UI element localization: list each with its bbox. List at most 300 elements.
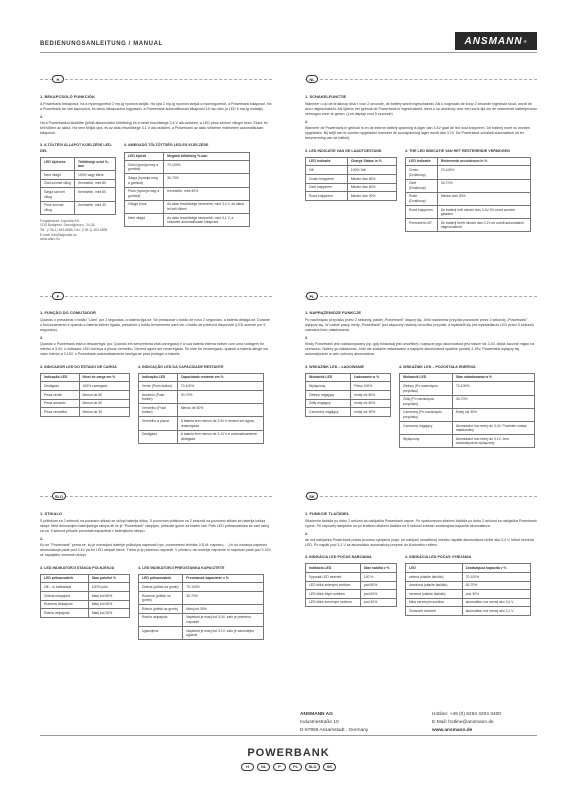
table-header-row bbox=[406, 564, 531, 573]
charge-status-title: 3. INDIKÁCIA LED POČAS NABÍJANIA bbox=[305, 555, 372, 560]
table-cell: 30-70% bbox=[164, 174, 250, 187]
table-cell: Desligado bbox=[41, 382, 80, 391]
table-cell: Vermelho a piscar bbox=[139, 417, 178, 430]
table-header-row bbox=[139, 373, 264, 382]
table-cell: 100% carregado bbox=[79, 382, 129, 391]
divider-p bbox=[40, 296, 272, 297]
table-cell: 30-70% bbox=[177, 391, 263, 404]
table-header: Charge Status in % bbox=[347, 157, 396, 166]
step-number: 2. bbox=[40, 336, 44, 341]
logo-text: ANSMANN bbox=[464, 35, 523, 47]
charge-status-title: 3. A TÖLTÉSI ÁLLAPOT KIJELZÉSE LED-DEL bbox=[40, 143, 112, 153]
step-number: 2. bbox=[305, 336, 309, 341]
remaining-capacity-title: 4. AMEGADÓ TÖLTÖTTSÉG LED-ES KIJELZÉSE bbox=[124, 143, 209, 148]
table-cell: mniej niż 30% bbox=[351, 408, 391, 417]
table-cell: Groen knipperen bbox=[306, 175, 348, 184]
table-header: LED bbox=[406, 564, 463, 573]
remaining-capacity-table bbox=[405, 157, 531, 233]
table-header: Zostávajúca kapacita v % bbox=[462, 564, 530, 573]
table-cell: 30-70% bbox=[437, 179, 530, 192]
charge-status-title: 3. WSKAŹNIK LED – ŁADOWANIE bbox=[305, 364, 365, 369]
divider-sk bbox=[305, 496, 537, 497]
divider-hu bbox=[40, 79, 272, 80]
tables-row bbox=[40, 562, 272, 641]
table-cell: 70-100% bbox=[164, 161, 250, 174]
table-cell: bliká červeným svetlom bbox=[406, 598, 463, 607]
table-cell: Menos de 60 bbox=[79, 399, 129, 408]
charge-status-table bbox=[305, 373, 391, 417]
address-line: E-mail: info@kapuvita.hu bbox=[40, 232, 77, 237]
table-row bbox=[139, 382, 264, 391]
table-cell: LED bliká žltým svetlom bbox=[306, 590, 361, 599]
table-header: Töltöttségi szint %-ban bbox=[74, 158, 115, 171]
table-header: Megadó töltöttség %-ban bbox=[164, 152, 250, 161]
table-cell: Minder dan 30% bbox=[437, 192, 530, 205]
language-badge: SLO bbox=[305, 763, 320, 771]
heading: 1. STIKALO bbox=[40, 511, 63, 516]
table-cell: Minder dan 30% bbox=[347, 192, 396, 201]
company-street: Industriestraße 10 bbox=[300, 719, 339, 725]
paragraph-2: Kiedy Powerbank jest rozładowywany (np. gdy bilokowaj jest umorfilne) i napięcie jego akumulatora jest niższe niż 3,4V, dioda zacznie migać na czerwono. Należy go naładować. Jeśli nie zostanie naładowany a napięcie akumulatora spadnie poniżej 3,15V, Powerbank wyłączy się automatycznie w celu ochrony akumulatora. bbox=[305, 341, 535, 357]
table-cell: Żółty (Po naciśnięciu przycisku) bbox=[400, 395, 453, 408]
table-row bbox=[139, 583, 264, 592]
table-row bbox=[41, 391, 130, 400]
remaining-capacity-block bbox=[405, 551, 537, 616]
table-row bbox=[41, 171, 116, 180]
language-badge: SK bbox=[323, 763, 336, 771]
table-cell: Menos de 30 bbox=[79, 408, 129, 417]
paragraph-1: S pritiskom za 2 sekundi na pozicano stikalo se vklopi baterija sklop. S ponovnim pritiskom za 2 sekundi na pozicano stikalo se baterija izklopi sklopi. Med delovanjem baterijskega sklopa ali če je "Powerbank" vklopljen, pritisnite gumb za kratek čas. Prek LED prikazovalnika se vam takoj za ca. 5 sekund prikaže preostala kapaciteta v baterijskem sklopu. bbox=[40, 518, 269, 534]
divider-slo bbox=[40, 496, 272, 497]
table-row bbox=[41, 179, 116, 188]
language-badge: P bbox=[273, 763, 286, 771]
heading: 1. FUNÇÃO DO COMUTADOR bbox=[40, 310, 96, 315]
table-cell: oranžová (stlačte tlačidlo) bbox=[406, 581, 463, 590]
table-header-row bbox=[306, 157, 397, 166]
charge-status-table bbox=[305, 157, 397, 201]
table-cell: Czerwony migający bbox=[306, 408, 351, 417]
table-cell: Pisca vermelho bbox=[41, 408, 80, 417]
paragraph-1: Wanneer u op de drukknop druk t voor 2 seconde, de battery wordt ingeschakeld. Als u nogmaals de knop 2 seconde ingedrukt houd, wordt de accu uitgeschakeld. Als tijdens het gebruik de Powerbank is ingeschakeld, dient u op drukknop voor een korte tijd om de resterende batterijniveau vermogen weer te geven. (Led display voor 5 seconde) bbox=[305, 101, 537, 117]
language-badges bbox=[0, 763, 577, 771]
table-row bbox=[400, 382, 535, 395]
table-row bbox=[306, 166, 397, 175]
remaining-capacity-title: 4. INDIKÁCIA LED POČAS VYBÍJANIA bbox=[405, 555, 472, 560]
paragraph-2: Ak má nabíjačka Powerbank počas procesu vybíjania (napr. pri nabíjaní smartfónu) mieško napätie akumulátora nižšie ako 3,4 V, blikať červená LED. Po napätí pod 3,1 V sa akumulátor automaticky preprne do kľudového režimu. bbox=[305, 537, 534, 547]
language-badge-pl: PL bbox=[306, 292, 318, 300]
section-hu bbox=[40, 94, 272, 242]
table-cell: Manj kot 30% bbox=[88, 609, 129, 618]
table-cell: Nem világít bbox=[125, 214, 164, 227]
table-row bbox=[400, 395, 535, 408]
table-row bbox=[306, 382, 391, 391]
section-sk bbox=[305, 511, 537, 616]
table-cell: Zelena (pritisk na gumb) bbox=[139, 583, 183, 592]
table-cell: LED bliká červeným svetlom bbox=[306, 598, 361, 607]
tables-row bbox=[305, 551, 537, 616]
table-cell: Pisca amarelo bbox=[41, 399, 80, 408]
table-cell: Geel (Drukknop) bbox=[406, 179, 438, 192]
heading: 1. BEKAPCSOLÓ FUNKCIÓK bbox=[40, 94, 95, 99]
remaining-capacity-block bbox=[405, 145, 537, 233]
hotline: Hotline: +49 (0) 6294 4204 3400 bbox=[432, 712, 501, 717]
tables-row bbox=[40, 361, 272, 444]
table-cell: akumulátor má menej ako 3,4 V bbox=[462, 598, 530, 607]
table-cell: mniej niż 60% bbox=[351, 399, 391, 408]
table-cell: Akumulator ma mniej niż 3,4V. Powinien zostać naładowany bbox=[452, 422, 534, 435]
product-name: POWERBANK bbox=[247, 747, 330, 759]
table-cell: 70-100% bbox=[177, 382, 263, 391]
table-row bbox=[125, 200, 250, 213]
table-cell: 70-100% bbox=[452, 382, 534, 395]
table-cell: Żółty migający bbox=[306, 399, 351, 408]
table-row bbox=[41, 201, 116, 214]
table-header-row bbox=[41, 373, 130, 382]
table-header: Stan naładowania w % bbox=[452, 373, 534, 382]
table-cell: Amarelo (Push button) bbox=[139, 391, 178, 404]
table-header-row bbox=[306, 373, 391, 382]
table-cell: Kevesebb, mint 30 bbox=[74, 201, 115, 214]
table-row bbox=[139, 404, 264, 417]
language-badge-hu: H bbox=[52, 75, 64, 83]
table-row bbox=[400, 422, 535, 435]
table-header: Wskaźnik LED bbox=[306, 373, 351, 382]
ansmann-logo: ANSMANN ® bbox=[455, 32, 537, 50]
paragraph-1: A Powerbank bekapcsol, ha a nyomógombot 2 mp-ig nyomva tartják. Ha újra 2 mp-ig nyomva tartjuk a nyomógombot, a Powerbank kikapcsol. Ha a Powerbank be van kapcsolva, és nincs rákapcsolva fogyasztó, a Powerbank automatikusan kikapcsol 15 mp után (a LED 5 mp-ig mutatja). bbox=[40, 101, 272, 111]
table-cell: Groen (Drukknop) bbox=[406, 166, 438, 179]
paragraph-2: Wanneer de Powerbank in gebruik is en de interne batterij spanning is lager dan 3.4V gaat de led rood knipperen. De batterij moet nu worden opgeladen. Bij twijfl van te worden opgeladen wanneer de accuspanning lager wordt dan 3.1V. De Powerbank schakelt automatisch uit ter bescherming van de batterij. bbox=[305, 125, 530, 141]
table-header: Stav nabitia v % bbox=[360, 564, 396, 573]
address-line: Forgalmazza: Kapuvita Kft. bbox=[40, 218, 80, 223]
table-header-row bbox=[41, 574, 130, 583]
table-header: LED prikazovalnik bbox=[139, 574, 183, 583]
table-row bbox=[139, 627, 264, 640]
table-row bbox=[406, 166, 531, 179]
table-header: LED prikazovalnik bbox=[41, 574, 89, 583]
table-cell: Menos de 80 bbox=[79, 391, 129, 400]
header-divider bbox=[40, 52, 537, 53]
language-badge: NL bbox=[257, 763, 270, 771]
table-cell: De batterij heeft minder dan 3.1V en wordt automatisch uitgeschakeld bbox=[437, 219, 530, 232]
paragraph-1: Stlačením tlačidla po dobu 2 sekúnd sa nabíjačka Powerbank zapne. Po opakovanom stlačení tlačidla po dobu 2 sekúnd sa nabíjačka Powerbank vypne. Pri zapnutej nabíjačke sa po krátkom stlačení tlačidla na 5 sekúnd zobrazí zostávajúca kapacita akumulátora. bbox=[305, 518, 537, 528]
table-cell: červená (stlačte tlačidlo) bbox=[406, 590, 463, 599]
table-header: LED kijelző bbox=[125, 152, 164, 161]
table-header: Preostanek kapacitete v % bbox=[183, 574, 264, 583]
step-number: 2. bbox=[40, 537, 44, 542]
table-cell: Zelena utripajoča bbox=[41, 592, 89, 601]
table-cell: Minder dan 60% bbox=[347, 183, 396, 192]
table-cell: Sárga színnel villog bbox=[41, 188, 75, 201]
table-row bbox=[41, 592, 130, 601]
table-row bbox=[306, 590, 397, 599]
charge-status-block bbox=[305, 551, 397, 607]
table-header: Indikácia LED bbox=[306, 564, 361, 573]
table-row bbox=[306, 399, 391, 408]
table-cell: 100% vagy töltve bbox=[74, 171, 115, 180]
website-link[interactable]: www.ansmann.de bbox=[432, 727, 473, 733]
table-row bbox=[306, 391, 391, 400]
table-cell: Rdeča utripajoča bbox=[41, 609, 89, 618]
table-cell: Manj kot 30% bbox=[183, 605, 264, 614]
email-link[interactable]: E-Mail: hotline@ansmann.de bbox=[432, 719, 494, 725]
table-cell: Piros (nyomja meg a gombot) bbox=[125, 187, 164, 200]
table-row bbox=[125, 214, 250, 227]
charge-status-block bbox=[305, 145, 397, 201]
table-cell: Rood knipperen bbox=[406, 206, 438, 219]
paragraph-1: Po naciśnięciu przycisku przez 2 sekundy, pakiet „Powerbank" włączy się. Jeśli naciśniesz przycisk ponownie przez 2 sekundy „Powerbank" wyłączy się. W czasie pracy, kiedy „Powerbank" jest włączony naciśnij na krótko przycisk, a wyświetli się (na wyświetlaczu LED przez 5 sekund) zalecana ilość naładowania. bbox=[305, 317, 534, 333]
table-row bbox=[41, 399, 130, 408]
address-line: www.ahko.hu bbox=[40, 237, 60, 242]
remaining-capacity-table bbox=[124, 152, 250, 228]
table-header-row bbox=[139, 574, 264, 583]
table-cell: Permanent UIT bbox=[406, 219, 438, 232]
table-header-row bbox=[125, 152, 250, 161]
language-badge: H bbox=[241, 763, 254, 771]
table-row bbox=[406, 581, 531, 590]
table-header: Indicação LED bbox=[139, 373, 178, 382]
charge-status-table bbox=[305, 563, 397, 607]
tables-row bbox=[305, 145, 537, 233]
company-city: D-97959 Assamstadt . Germany bbox=[300, 727, 369, 733]
remaining-capacity-title: 4. LED INDIKATORJI PREOSTANKA KAPACITETE bbox=[138, 565, 225, 570]
table-row bbox=[306, 183, 397, 192]
table-row bbox=[139, 605, 264, 614]
tables-row bbox=[305, 361, 537, 449]
table-cell: Nem világít bbox=[41, 171, 75, 180]
table-header: LED kijelzése bbox=[41, 158, 75, 171]
table-cell: Piros színnel villog bbox=[41, 201, 75, 214]
table-header: LED Indicatie bbox=[406, 157, 438, 166]
table-header: Ładowanie w % bbox=[351, 373, 391, 382]
table-cell: 30-70% bbox=[452, 395, 534, 408]
section-pl bbox=[305, 310, 537, 448]
table-cell: Manj kot 60% bbox=[88, 600, 129, 609]
table-header-row bbox=[400, 373, 535, 382]
table-row bbox=[406, 206, 531, 219]
manual-title: BEDIENUNGSANLEITUNG / MANUAL bbox=[40, 41, 163, 47]
table-cell: Wyłączony bbox=[306, 382, 351, 391]
table-row bbox=[406, 219, 531, 232]
table-row bbox=[306, 581, 397, 590]
table-cell: pod 30% bbox=[462, 590, 530, 599]
table-cell: Napetost je manj kot 3,4V, zato je potrebno napolniti bbox=[183, 613, 264, 626]
table-cell: Zielony migający bbox=[306, 391, 351, 400]
table-cell: Minder dan 80% bbox=[347, 175, 396, 184]
table-row bbox=[400, 408, 535, 421]
charge-status-block bbox=[40, 139, 116, 242]
table-row bbox=[139, 613, 264, 626]
remaining-capacity-block bbox=[124, 139, 272, 227]
remaining-capacity-block bbox=[138, 562, 272, 641]
table-row bbox=[406, 192, 531, 205]
table-cell: Sárga (nyomja meg a gombot) bbox=[125, 174, 164, 187]
divider-nl bbox=[305, 79, 537, 80]
step-number: 2. bbox=[40, 115, 44, 120]
table-row bbox=[125, 161, 250, 174]
table-cell: A bateria tem menos de 3.4V e deverá ser agora recarregada bbox=[177, 417, 263, 430]
charge-status-block bbox=[40, 361, 130, 417]
table-row bbox=[306, 573, 397, 582]
table-cell: Zhasnuté nesvietí bbox=[406, 607, 463, 616]
table-cell: De batterij heft minder dan 3.4V. En moet worden geladen bbox=[437, 206, 530, 219]
table-cell: Kevesebb, mint 30% bbox=[164, 187, 250, 200]
table-row bbox=[41, 408, 130, 417]
language-badge-slo: SLO bbox=[52, 492, 66, 500]
table-cell: 100 % bbox=[360, 573, 396, 582]
heading: 1. NAPRĄŻENIOZE FUNKCJE bbox=[305, 310, 362, 315]
table-cell: Desligado bbox=[139, 430, 178, 443]
table-cell: Zöld színnel villog bbox=[41, 179, 75, 188]
paragraph-2: Ko se "Powerbank" porna se, ko je notranjost baterije polikoljna napetosti (npr. porameterni tehnika, KS-M, napravo, ...) in ko notranja napetost akumulatorja pade pod 3.4V pa bo LED utripati rdeče. Treba jo je potrebno napolniti. V primeru, da omrežje napolnite in napetost pade pod 3.15V, se napajalno vmesnik izklopi. bbox=[40, 542, 272, 558]
section-nl bbox=[305, 94, 537, 232]
table-cell: 70-100% bbox=[183, 583, 264, 592]
table-row bbox=[406, 590, 531, 599]
table-row bbox=[41, 583, 130, 592]
table-row bbox=[406, 573, 531, 582]
table-cell: Manj kot 80% bbox=[88, 592, 129, 601]
paragraph-2: Quando o Powerbank está a descarregar (ou: Quando em sem(rethma está carregado) e a sua bateria interna estiver com uma voltagem for inferior a 3.4V, o indicador LED começa a piscar vermelho. Deverá agora ser recarregado. Se este for recarregado, quando a bateria atingir um valor inferior a 3.15V, o Powerbank automaticamente desliga-se para proteger a bateria. bbox=[40, 341, 269, 357]
table-header-row bbox=[306, 564, 397, 573]
divider-pl bbox=[305, 296, 537, 297]
step-number: 2. bbox=[305, 120, 309, 125]
remaining-capacity-table bbox=[138, 373, 264, 444]
section-p bbox=[40, 310, 272, 444]
table-row bbox=[41, 609, 130, 618]
table-header: Nível de carga em % bbox=[79, 373, 129, 382]
table-row bbox=[406, 179, 531, 192]
table-header: Capacidade restante em % bbox=[177, 373, 263, 382]
remaining-capacity-table bbox=[399, 373, 535, 449]
table-header: Stan polnilni % bbox=[88, 574, 129, 583]
table-row bbox=[139, 592, 264, 605]
table-cell: Off – ni indikatorja bbox=[41, 583, 89, 592]
table-row bbox=[41, 188, 116, 201]
table-cell: A bateria tem menos de 3.1V e é automaticamente desligada bbox=[177, 430, 263, 443]
table-header-row bbox=[406, 157, 531, 166]
company-contact bbox=[432, 711, 501, 735]
table-row bbox=[406, 598, 531, 607]
table-header: Resterende accustroom in % bbox=[437, 157, 530, 166]
table-cell: mniej niż 80% bbox=[351, 391, 391, 400]
address-line: Tel.: (+36-1) 463-8888, Fax: (+36-1) 463-0899 bbox=[40, 228, 108, 232]
table-row bbox=[125, 174, 250, 187]
table-cell: Napetost je manj kot 3,1V, zato je samodejno ugasne bbox=[183, 627, 264, 640]
table-cell: 100% poln bbox=[88, 583, 129, 592]
language-badge-sk: SK bbox=[306, 492, 318, 500]
table-row bbox=[139, 391, 264, 404]
table-cell: Verde (Push button) bbox=[139, 382, 178, 391]
heading: 1. FUNKCIE TLAČIDIEL bbox=[305, 511, 350, 516]
table-cell: Kevesebb, mint 80 bbox=[74, 179, 115, 188]
remaining-capacity-title: 4. INDICAÇÃO LED DA CAPACIDADE RESTANTE bbox=[138, 364, 224, 369]
table-header: Wskaźnik LED bbox=[400, 373, 453, 382]
table-cell: Zöld (nyomja meg a gombot) bbox=[125, 161, 164, 174]
table-cell: Czerwony (Po naciśnięciu przycisku) bbox=[400, 408, 453, 421]
address-line: 1115 Budapest, Szendyjutca u. 24-26. bbox=[40, 223, 96, 228]
table-cell: Pisca verde bbox=[41, 391, 80, 400]
table-cell: 70-100% bbox=[462, 573, 530, 582]
table-cell: Vypnutá LED nesvietí bbox=[306, 573, 361, 582]
remaining-capacity-block bbox=[138, 361, 272, 444]
remaining-capacity-table bbox=[405, 563, 531, 616]
table-cell: Rumena utripajoča bbox=[41, 600, 89, 609]
section-slo bbox=[40, 511, 272, 640]
table-cell: Geel knipperen bbox=[306, 183, 348, 192]
table-row bbox=[306, 175, 397, 184]
table-row bbox=[139, 430, 264, 443]
table-cell: Az akku feszültsége kevesebb, mint 3,4 V, az akkut fel kell tölteni bbox=[164, 200, 250, 213]
table-cell: akumulátor má menej ako 3,1 V bbox=[462, 607, 530, 616]
table-cell: Wyłączony bbox=[400, 435, 453, 448]
language-badge-p: P bbox=[52, 292, 64, 300]
table-cell: LED bliká zelenými svetlom bbox=[306, 581, 361, 590]
table-row bbox=[400, 435, 535, 448]
table-cell: Off bbox=[306, 166, 348, 175]
heading: 1. SCHAKELFUNCTIE bbox=[305, 94, 347, 99]
table-cell: Vermelho (Push button) bbox=[139, 404, 178, 417]
table-cell: Mniej niż 30% bbox=[452, 408, 534, 421]
table-cell: Rdeča utripajoča bbox=[139, 613, 183, 626]
table-cell: Rdeča (pritisk na gumb) bbox=[139, 605, 183, 614]
remaining-capacity-block bbox=[399, 361, 537, 449]
charge-status-block bbox=[305, 361, 391, 417]
company-name: ANSMANN AG bbox=[300, 712, 333, 717]
table-row bbox=[41, 600, 130, 609]
charge-status-title: 3. LED INDIKATORJI STANJA POLNJENJA bbox=[40, 565, 115, 570]
table-cell: Rood knipperen bbox=[306, 192, 348, 201]
table-header: Indicação LED bbox=[41, 373, 80, 382]
table-cell: Pełny 100% bbox=[351, 382, 391, 391]
table-cell: Rode (Drukknop) bbox=[406, 192, 438, 205]
table-header-row bbox=[41, 158, 116, 171]
charge-status-table bbox=[40, 574, 130, 618]
table-cell: 100% Vol! bbox=[347, 166, 396, 175]
footer-divider bbox=[40, 735, 537, 736]
charge-status-table bbox=[40, 373, 130, 417]
table-cell: Villogó piros bbox=[125, 200, 164, 213]
table-row bbox=[139, 417, 264, 430]
charge-status-table bbox=[40, 157, 116, 215]
table-cell: 70-100% bbox=[437, 166, 530, 179]
tables-row bbox=[40, 139, 272, 242]
table-cell: zelená (stlačte tlačidlo) bbox=[406, 573, 463, 582]
language-badge-nl: NL bbox=[306, 75, 318, 83]
table-row bbox=[406, 607, 531, 616]
table-cell: Kevesebb, mint 60 bbox=[74, 188, 115, 201]
company-address bbox=[300, 711, 368, 735]
table-cell: 30-70% bbox=[462, 581, 530, 590]
table-row bbox=[306, 408, 391, 417]
table-cell: Az akku feszültsége kevesebb, mint 3,1 V, a készülék automatikusan kikapcsol bbox=[164, 214, 250, 227]
step-number: 2. bbox=[305, 532, 309, 537]
table-cell: Ugasnjena bbox=[139, 627, 183, 640]
charge-status-block bbox=[40, 562, 130, 618]
table-row bbox=[125, 187, 250, 200]
table-header: LED indicatie bbox=[306, 157, 348, 166]
table-cell: 30-70% bbox=[183, 592, 264, 605]
table-row bbox=[41, 382, 130, 391]
table-cell: pod 30% bbox=[360, 598, 396, 607]
table-cell: Zielony (Po naciśnięciu przycisku) bbox=[400, 382, 453, 395]
charge-status-title: 3. INDICADOR LED DO ESTADO DE CARGA bbox=[40, 364, 117, 369]
language-badge: PL bbox=[289, 763, 302, 771]
remaining-capacity-title: 4. THE LED INDICATIE VAN HET RESTERENDE VERMOGEN bbox=[405, 148, 510, 153]
table-cell: pod 60% bbox=[360, 590, 396, 599]
table-cell: pod 80% bbox=[360, 581, 396, 590]
table-cell: Menos de 30% bbox=[177, 404, 263, 417]
table-cell: Akumulator ma mniej niż 3,1V. Jest automatycznie wyłączany bbox=[452, 435, 534, 448]
distributor-address bbox=[40, 219, 116, 242]
